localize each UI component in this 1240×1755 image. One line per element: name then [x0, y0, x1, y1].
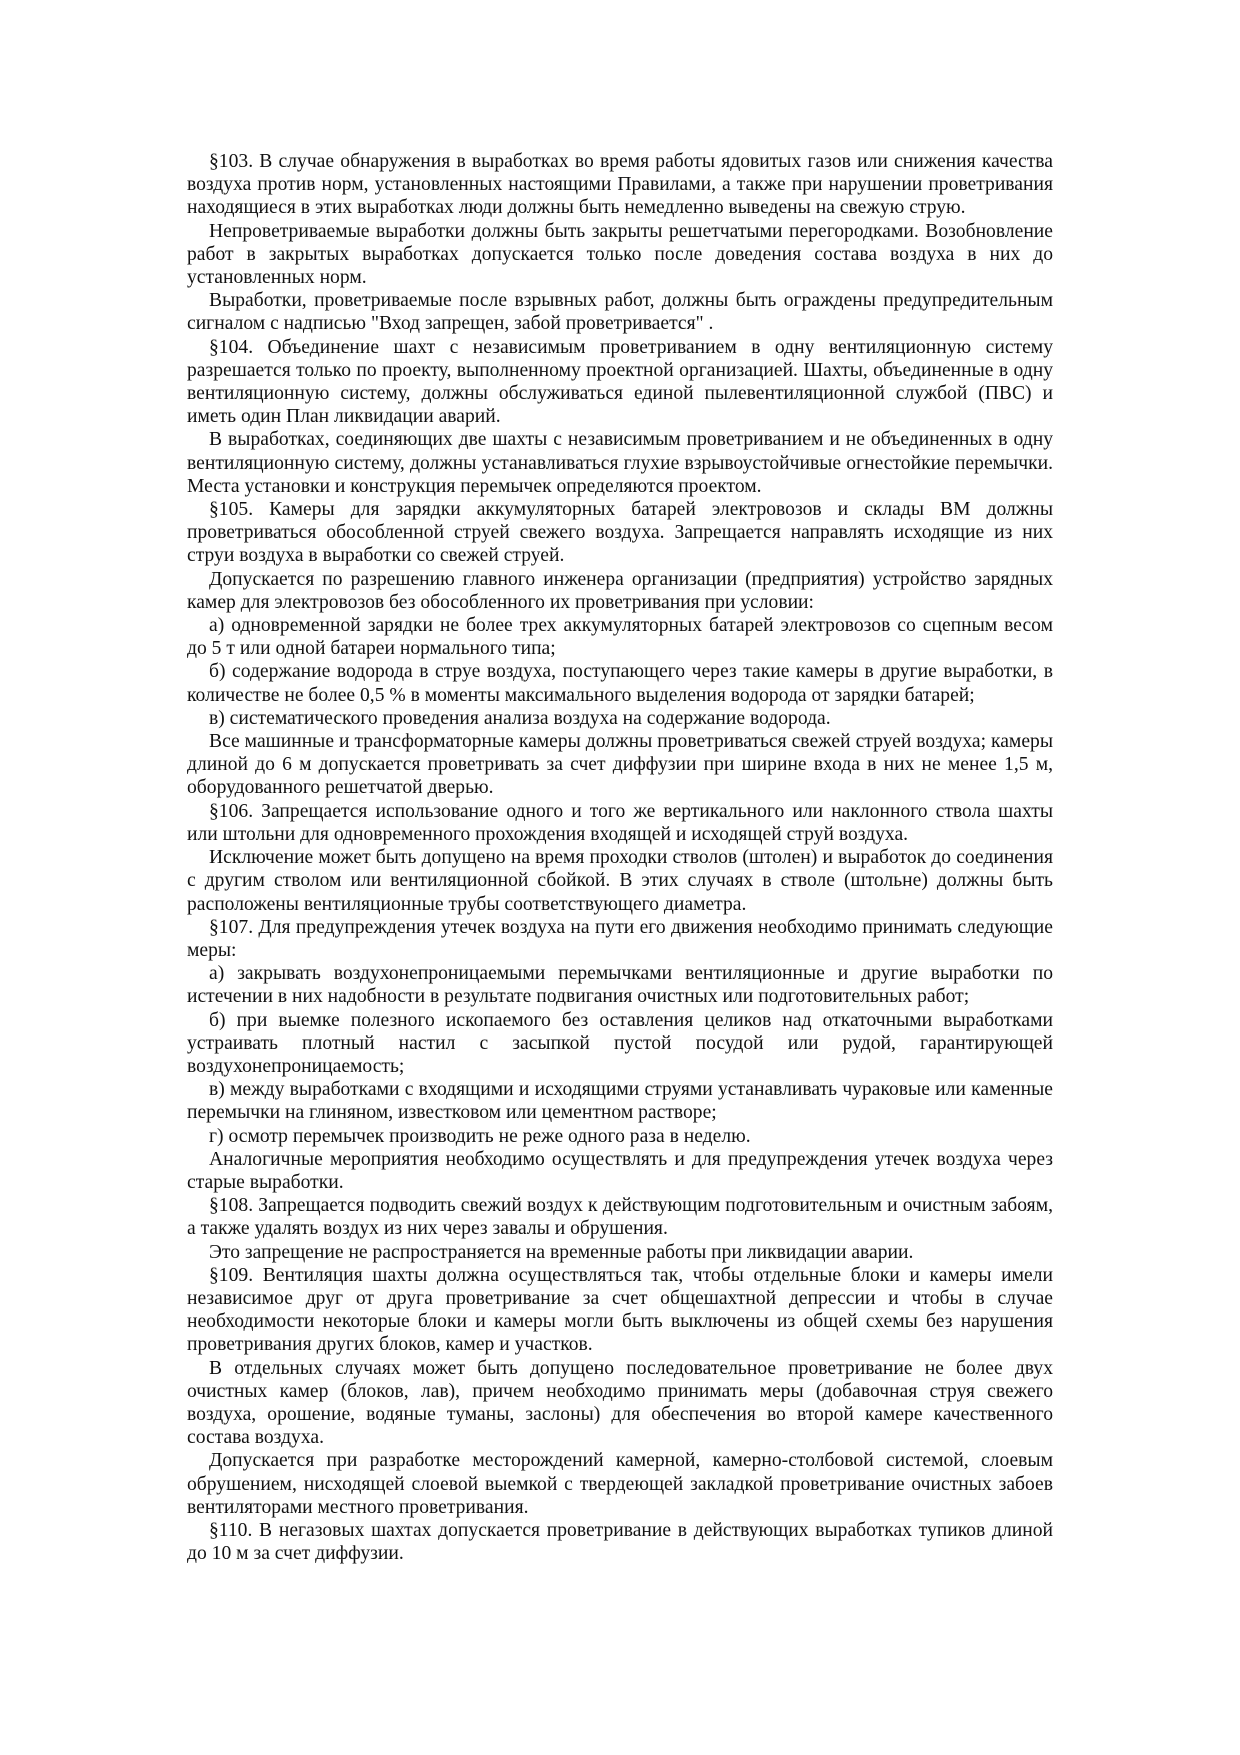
list-item: г) осмотр перемычек производить не реже одного раза в неделю. — [209, 1125, 751, 1147]
paragraph-106: §106. Запрещается использование одного и того же вертикального или наклонного ствола шахты или штольни для одновременного прохождения входящей и исходящей струй воздуха. — [187, 800, 1053, 845]
paragraph: Исключение может быть допущено на время проходки стволов (штолен) и выработок до соединения с другим стволом или вентиляционной сбойкой. В этих случаях в стволе (штольне) должны быть расположены вентиляционные трубы соответствующего диаметра. — [187, 847, 1053, 915]
paragraph-105: §105. Камеры для зарядки аккумуляторных батарей электровозов и склады ВМ должны проветриваться обособленной струей свежего воздуха. Запрещается направлять исходящие из них струи воздуха в выработки со свежей струей. — [187, 499, 1053, 567]
paragraph-107: §107. Для предупреждения утечек воздуха на пути его движения необходимо принимать следующие меры: — [187, 916, 1053, 961]
paragraph-110: §110. В негазовых шахтах допускается проветривание в действующих выработках тупиков длиной до 10 м за счет диффузии. — [187, 1519, 1053, 1565]
paragraph-103: §103. В случае обнаружения в выработках во время работы ядовитых газов или снижения качества воздуха против норм, установленных настоящими Правилами, а также при нарушении проветривания находящиеся в этих выработках люди должны быть немедленно выведены на свежую струю. — [187, 151, 1053, 219]
paragraph: В выработках, соединяющих две шахты с независимым проветриванием и не объединенных в одну вентиляционную систему, должны устанавливаться глухие взрывоустойчивые огнестойкие перемычки. Места установки и конструкция перемычек определяются проектом. — [187, 429, 1053, 497]
paragraph: Выработки, проветриваемые после взрывных работ, должны быть ограждены предупредительным сигналом с надписью "Вход запрещен, забой проветривается" . — [187, 290, 1053, 335]
list-item: в) между выработками с входящими и исходящими струями устанавливать чураковые или каменные перемычки на глиняном, известковом или цементном растворе; — [187, 1079, 1053, 1124]
document-page — [187, 150, 1053, 1565]
paragraph: Непроветриваемые выработки должны быть закрыты решетчатыми перегородками. Возобновление работ в закрытых выработках допускается только после доведения состава воздуха в них до установленных норм. — [187, 220, 1053, 289]
paragraph: Аналогичные мероприятия необходимо осуществлять и для предупреждения утечек воздуха через старые выработки. — [187, 1148, 1053, 1193]
list-item: б) содержание водорода в струе воздуха, поступающего через такие камеры в другие выработки, в количестве не более 0,5 % в моменты максимального выделения водорода от зарядки батарей; — [187, 661, 1053, 706]
list-item: а) одновременной зарядки не более трех аккумуляторных батарей электровозов со сцепным весом до 5 т или одной батареи нормального типа; — [187, 615, 1053, 660]
paragraph: Допускается при разработке месторождений камерной, камерно-столбовой системой, слоевым обрушением, нисходящей слоевой выемкой с твердеющей закладкой проветривание очистных забоев вентиляторами местного проветривания. — [187, 1450, 1053, 1518]
paragraph-108: §108. Запрещается подводить свежий воздух к действующим подготовительным и очистным забоям, а также удалять воздух из них через завалы и обрушения. — [187, 1195, 1053, 1240]
paragraph-104: §104. Объединение шахт с независимым проветриванием в одну вентиляционную систему разрешается только по проекту, выполненному проектной организацией. Шахты, объединенные в одну вентиляционную систему, должны обслуживаться единой пылевентиляционной службой (ПВС) и иметь один План ликвидации аварий. — [187, 336, 1053, 428]
paragraph-109: §109. Вентиляция шахты должна осуществляться так, чтобы отдельные блоки и камеры имели независимое друг от друга проветривание за счет общешахтной депрессии и чтобы в случае необходимости некоторые блоки и камеры могли быть выключены из общей схемы без нарушения проветривания других блоков, камер и участков. — [187, 1264, 1053, 1356]
list-item: в) систематического проведения анализа воздуха на содержание водорода. — [209, 707, 831, 729]
paragraph: В отдельных случаях может быть допущено последовательное проветривание не более двух очистных камер (блоков, лав), причем необходимо принимать меры (добавочная струя свежего воздуха, орошение, водяные туманы, заслоны) для обеспечения во второй камере качественного состава воздуха. — [187, 1357, 1053, 1449]
paragraph: Допускается по разрешению главного инженера организации (предприятия) устройство зарядных камер для электровозов без обособленного их проветривания при условии: — [187, 568, 1053, 613]
list-item: б) при выемке полезного ископаемого без оставления целиков над откаточными выработками устраивать плотный настил с засыпкой пустой посудой или рудой, гарантирующей воздухонепроницаемость; — [187, 1009, 1053, 1077]
paragraph: Это запрещение не распространяется на временные работы при ликвидации аварии. — [209, 1241, 914, 1263]
paragraph: Все машинные и трансформаторные камеры должны проветриваться свежей струей воздуха; камеры длиной до 6 м допускается проветривать за счет диффузии при ширине входа в них не менее 1,5 м, оборудованного решетчатой дверью. — [187, 731, 1053, 799]
list-item: а) закрывать воздухонепроницаемыми перемычками вентиляционные и другие выработки по истечении в них надобности в результате подвигания очистных или подготовительных работ; — [187, 963, 1053, 1008]
